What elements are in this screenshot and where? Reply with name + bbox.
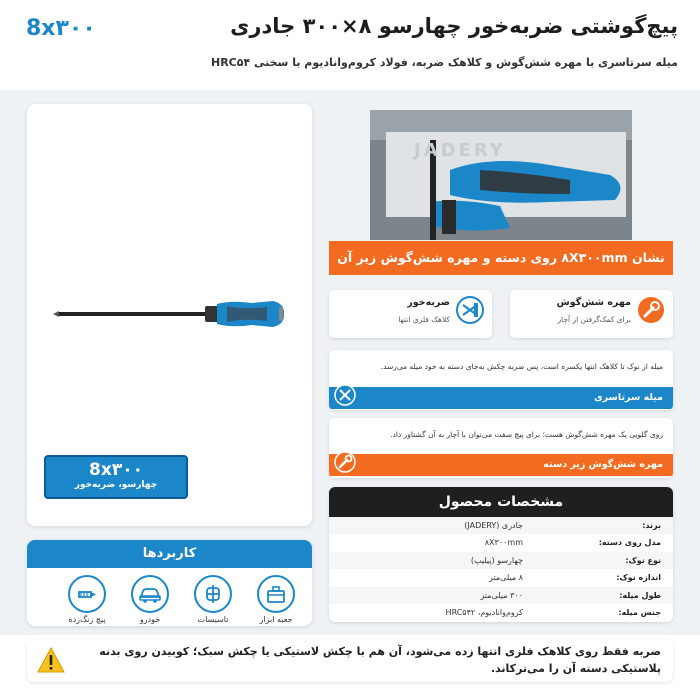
feature-desc: کلاهک فلزی انتها xyxy=(398,315,450,324)
photo-brand-text: JADERY xyxy=(414,140,506,161)
warning-box xyxy=(27,640,673,682)
detail-card-hex-nut xyxy=(329,418,673,478)
app-label: پیچ زنگ‌زده xyxy=(68,615,106,624)
page-subtitle: میله سرتاسری با مهره شش‌گوش و کلاهک ضربه، فولاد کروم‌وانادیوم با سختی HRC۵۴ xyxy=(210,56,678,69)
spec-value: چهارسو (پیلیپ) xyxy=(470,555,523,565)
feature-card-impact xyxy=(329,290,492,338)
toolbox-icon xyxy=(265,583,287,605)
spec-value: ۸ میلی‌متر xyxy=(489,573,523,583)
impact-cap-icon xyxy=(456,296,484,324)
handle-photo xyxy=(370,110,632,240)
feature-title: ضربه‌خور xyxy=(407,297,450,308)
car-icon xyxy=(138,583,162,605)
spec-key: اندازه نوک: xyxy=(616,573,661,583)
spec-key: جنس میله: xyxy=(618,608,661,617)
detail-label: مهره شش‌گوش زیر دسته xyxy=(329,454,673,476)
spec-key: مدل روی دسته: xyxy=(598,538,661,548)
applications-card xyxy=(27,540,312,626)
applications-title: کاربردها xyxy=(27,540,312,568)
feature-desc: برای کمک‌گرفتن از آچار xyxy=(557,315,631,324)
app-label: خودرو xyxy=(139,615,161,624)
spec-key: طول میله: xyxy=(619,590,661,600)
hex-nut-wrench-icon xyxy=(637,296,665,324)
spec-value: ۳۰۰ میلی‌متر xyxy=(480,590,523,600)
detail-text: روی گلویی یک مهره شش‌گوش هست؛ برای پیچ سفت می‌توان با آچار به آن گشتاور داد. xyxy=(390,430,663,439)
feature-title: مهره شش‌گوش xyxy=(556,297,631,308)
warning-triangle-icon xyxy=(37,647,65,673)
spec-value: جادری (JADERY) xyxy=(464,521,523,530)
badge-size: 8x۳۰۰ xyxy=(89,460,143,480)
spec-key: نوع نوک: xyxy=(625,555,661,565)
app-label: تاسیسات xyxy=(197,615,229,624)
spec-row xyxy=(329,552,673,569)
app-label: جعبه ابزار xyxy=(259,615,293,624)
badge-type: چهارسو، ضربه‌خور xyxy=(74,480,158,490)
app-rusty-screw xyxy=(64,575,110,624)
detail-label: میله سرتاسری xyxy=(329,387,673,409)
size-badge xyxy=(44,455,188,499)
specs-table xyxy=(329,487,673,622)
plumbing-icon xyxy=(202,583,224,605)
warning-text: ضربه فقط روی کلاهک فلزی انتها زده می‌شود، آن هم با چکش لاستیکی یا چکش سبک؛ کوبیدن روی بدنه پلاستیکی دسته آن را می‌ترکاند. xyxy=(99,645,661,675)
app-toolbox xyxy=(253,575,299,624)
specs-rows xyxy=(329,517,673,622)
app-plumbing xyxy=(190,575,236,624)
product-photo xyxy=(370,110,632,240)
spec-row xyxy=(329,587,673,604)
spec-key: برند: xyxy=(642,521,661,530)
detail-text: میله از نوک تا کلاهک انتها یکسره است، پس ضربه چکش به‌جای دسته به خود میله می‌رسد. xyxy=(380,362,663,371)
page-title: پیچ‌گوشتی ضربه‌خور چهارسو ۸×۳۰۰ جادری xyxy=(230,14,678,38)
detail-card-full-tang xyxy=(329,350,673,410)
spec-row xyxy=(329,604,673,621)
rusty-screw-icon xyxy=(75,583,99,605)
spec-row xyxy=(329,534,673,551)
specs-title: مشخصات محصول xyxy=(329,487,673,517)
photo-caption: نشان ۸X۳۰۰mm روی دسته و مهره شش‌گوش زیر آن xyxy=(329,241,673,275)
feature-card-hex-nut xyxy=(510,290,673,338)
full-tang-icon xyxy=(334,384,356,406)
spec-row xyxy=(329,569,673,586)
spec-value: کروم‌وانادیوم، HRC۵۴۲ xyxy=(445,608,523,617)
spec-row xyxy=(329,517,673,534)
size-code: 8x۳۰۰ xyxy=(26,16,96,41)
app-car xyxy=(127,575,173,624)
wrench-icon xyxy=(334,451,356,473)
spec-value: ۸X۳۰۰mm xyxy=(484,538,523,548)
